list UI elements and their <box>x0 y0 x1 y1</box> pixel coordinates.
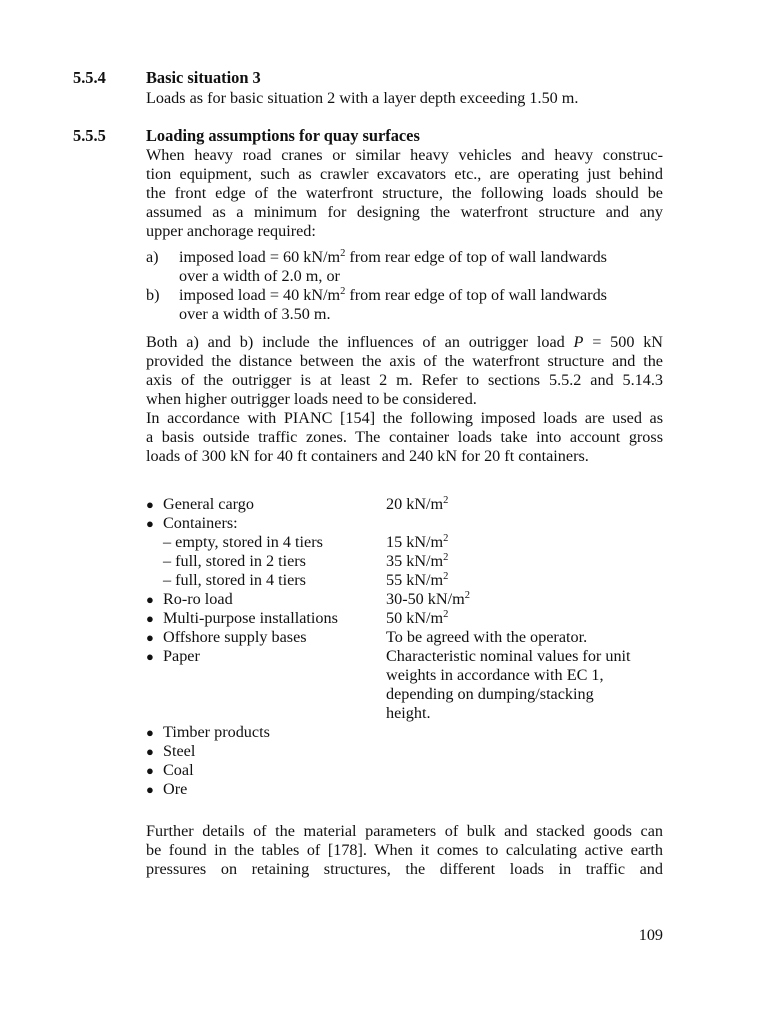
load-category: Multi-purpose installations <box>163 609 338 627</box>
list-item <box>146 742 666 761</box>
text-line: In accordance with PIANC [154] the following imposed loads are used as <box>146 409 663 427</box>
text-line: provided the distance between the axis of the waterfront structure and the <box>146 352 663 370</box>
text-line: tion equipment, such as crawler excavators etc., are operating just behind <box>146 165 663 183</box>
load-category: Timber products <box>163 723 270 741</box>
load-value: 30-50 $kN/m^2$ <box>386 590 470 608</box>
load-value: 55 $kN/m^2$ <box>386 571 449 589</box>
load-category: Steel <box>163 742 196 760</box>
load-category: Coal <box>163 761 194 779</box>
bullet: ● <box>146 516 154 531</box>
text-line: the front edge of the waterfront structure, the following loads should be <box>146 184 663 202</box>
load-category: Offshore supply bases <box>163 628 307 646</box>
list-item <box>146 571 666 590</box>
text-line: Further details of the material parameters of bulk and stacked goods can <box>146 822 663 840</box>
load-value: Characteristic nominal values for unit weights in accordance with EC 1, depending on dumping/stacking height. <box>386 647 631 722</box>
list-item <box>146 590 666 609</box>
bullet: ● <box>146 744 154 759</box>
section-title: Loading assumptions for quay surfaces <box>146 126 420 145</box>
bullet: ● <box>146 497 154 512</box>
text-line: when higher outrigger loads need to be considered. <box>146 390 477 408</box>
page-number: 109 <box>638 926 663 944</box>
load-value: 50 $kN/m^2$ <box>386 609 449 627</box>
list-item <box>146 761 666 780</box>
outrigger-paragraph <box>146 333 663 466</box>
load-value: To be agreed with the operator. <box>386 628 588 646</box>
text-line: assumed as a minimum for designing the waterfront structure and any <box>146 203 663 221</box>
load-category: Ro-ro load <box>163 590 233 608</box>
list-item <box>146 628 666 647</box>
load-category: Containers: <box>163 514 238 532</box>
bullet: ● <box>146 725 154 740</box>
load-value: 20 $kN/m^2$ <box>386 495 449 513</box>
list-item <box>146 780 666 799</box>
bullet: ● <box>146 782 154 797</box>
option-text-line-2: over a width of 3.50 m. <box>179 305 331 323</box>
closing-paragraph <box>146 822 663 879</box>
bullet: ● <box>146 649 154 664</box>
load-options-list <box>146 248 663 324</box>
section-5-5-4-text: Loads as for basic situation 2 with a layer depth exceeding 1.50 m. <box>146 89 579 107</box>
list-item <box>146 514 666 533</box>
text-line: axis of the outrigger is at least 2 m. Refer to sections 5.5.2 and 5.14.3 <box>146 371 663 389</box>
option-label: a) <box>146 248 159 266</box>
load-subcategory: – empty, stored in 4 tiers <box>163 533 323 551</box>
load-value: 15 $kN/m^2$ <box>386 533 449 551</box>
list-item <box>146 723 666 742</box>
load-value: 35 $kN/m^2$ <box>386 552 449 570</box>
list-item <box>146 533 666 552</box>
text-line: When heavy road cranes or similar heavy vehicles and heavy construc- <box>146 146 663 164</box>
list-item <box>146 647 666 723</box>
list-item <box>146 609 666 628</box>
list-item <box>146 552 666 571</box>
text-line: Both a) and b) include the influences of an outrigger load P = 500 kN <box>146 333 663 351</box>
section-5-5-5-intro <box>146 146 663 241</box>
text-line: be found in the tables of [178]. When it comes to calculating active earth <box>146 841 663 859</box>
load-subcategory: – full, stored in 4 tiers <box>163 571 306 589</box>
bullet: ● <box>146 763 154 778</box>
load-option-b <box>146 286 663 324</box>
load-category: General cargo <box>163 495 254 513</box>
option-text-line-1: imposed load = 60 $kN/m^2$ from rear edge of top of wall landwards <box>179 248 607 266</box>
section-number: 5.5.4 <box>73 68 106 87</box>
load-category: Paper <box>163 647 200 665</box>
load-category: Ore <box>163 780 188 798</box>
load-subcategory: – full, stored in 2 tiers <box>163 552 306 570</box>
section-number: 5.5.5 <box>73 126 106 145</box>
option-text-line-1: imposed load = 40 $kN/m^2$ from rear edge of top of wall landwards <box>179 286 607 304</box>
imposed-loads-list <box>146 495 666 799</box>
option-label: b) <box>146 286 160 304</box>
text-line: loads of 300 kN for 40 ft containers and 240 kN for 20 ft containers. <box>146 447 589 465</box>
option-text-line-2: over a width of 2.0 m, or <box>179 267 340 285</box>
section-title: Basic situation 3 <box>146 68 261 87</box>
text-line: upper anchorage required: <box>146 222 316 240</box>
text-line: pressures on retaining structures, the different loads in traffic and <box>146 860 663 878</box>
bullet: ● <box>146 630 154 645</box>
list-item <box>146 495 666 514</box>
bullet: ● <box>146 592 154 607</box>
bullet: ● <box>146 611 154 626</box>
load-option-a <box>146 248 663 286</box>
text-line: a basis outside traffic zones. The container loads take into account gross <box>146 428 663 446</box>
